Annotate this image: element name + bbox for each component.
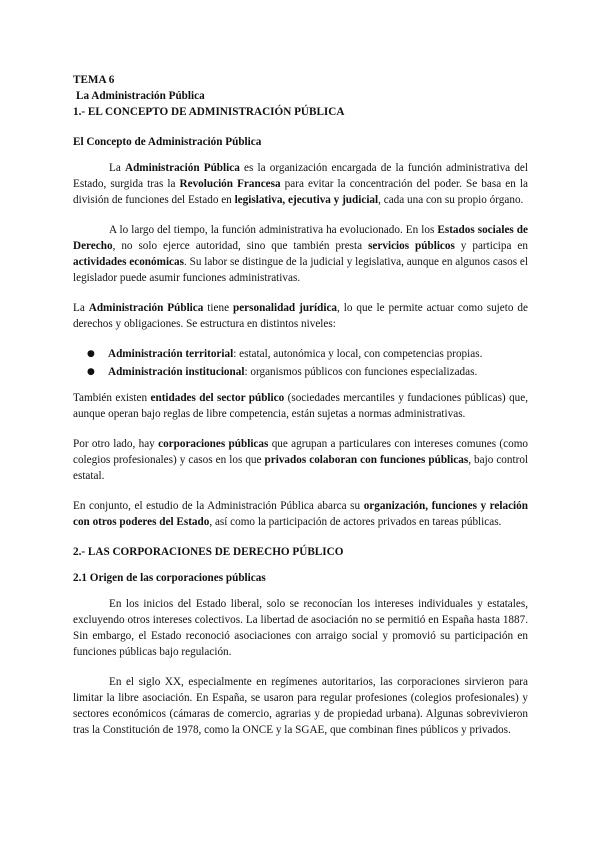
list-item: ● Administración territorial: estatal, autonómica y local, con competencias propias. <box>87 348 483 360</box>
bullet-icon: ● <box>87 349 95 359</box>
list-item: ● Administración institucional: organismos públicos con funciones especializadas. <box>87 366 478 378</box>
tema-heading: TEMA 6 <box>73 74 115 86</box>
section-1-heading: 1.- EL CONCEPTO DE ADMINISTRACIÓN PÚBLICA <box>73 106 345 118</box>
paragraph-3: La Administración Pública tiene personalidad jurídica, lo que le permite actuar como sujeto de derechos y obligaciones. Se estructura en distintos niveles: <box>73 302 528 330</box>
paragraph-5: Por otro lado, hay corporaciones públicas que agrupan a particulares con intereses comunes (como colegios profesionales) y casos en los que privados colaboran con funciones públicas, bajo control estatal. <box>73 438 529 482</box>
document-subtitle: La Administración Pública <box>76 90 205 102</box>
paragraph-7: En los inicios del Estado liberal, solo se reconocían los intereses individuales y estatales, excluyendo otros intereses colectivos. La libertad de asociación no se permitió en España hasta 1887. Sin embargo, el Estado reconoció asociaciones con arraigo social y promovió su participación en funciones públicas bajo regulación. <box>73 598 528 658</box>
document-page <box>73 72 528 752</box>
paragraph-6: En conjunto, el estudio de la Administración Pública abarca su organización, funciones y relación con otros poderes del Estado, así como la participación de actores privados en tareas públicas. <box>73 500 528 528</box>
bullet-icon: ● <box>87 367 95 377</box>
section-2-heading: 2.- LAS CORPORACIONES DE DERECHO PÚBLICO <box>73 546 344 558</box>
paragraph-4: También existen entidades del sector público (sociedades mercantiles y fundaciones públicas) que, aunque operan bajo reglas de libre competencia, están sujetas a normas administrativas. <box>73 392 529 420</box>
paragraph-1: La Administración Pública es la organización encargada de la función administrativa del Estado, surgida tras la Revolución Francesa para evitar la concentración del poder. Se basa en la división de funciones del Estado en legislativa, ejecutiva y judicial, cada una con su propio órgano. <box>73 162 528 206</box>
bullet-list <box>73 346 528 380</box>
paragraph-8: En el siglo XX, especialmente en regímenes autoritarios, las corporaciones sirvieron para limitar la libre asociación. En España, se usaron para regular profesiones (colegios profesionales) y sectores económicos (cámaras de comercio, agrarias y de propiedad urbana). Algunas sobrevivieron tras la Constitución de 1978, como la ONCE y la SGAE, que combinan fines públicos y privados. <box>73 676 528 736</box>
subsection-1-heading: El Concepto de Administración Pública <box>73 136 262 148</box>
paragraph-2: A lo largo del tiempo, la función administrativa ha evolucionado. En los Estados sociales de Derecho, no solo ejerce autoridad, sino que también presta servicios públicos y participa en actividades económicas. Su labor se distingue de la judicial y legislativa, aunque en algunos casos el legislador puede asumir funciones administrativas. <box>73 224 528 284</box>
subsection-2-heading: 2.1 Origen de las corporaciones públicas <box>73 572 266 584</box>
